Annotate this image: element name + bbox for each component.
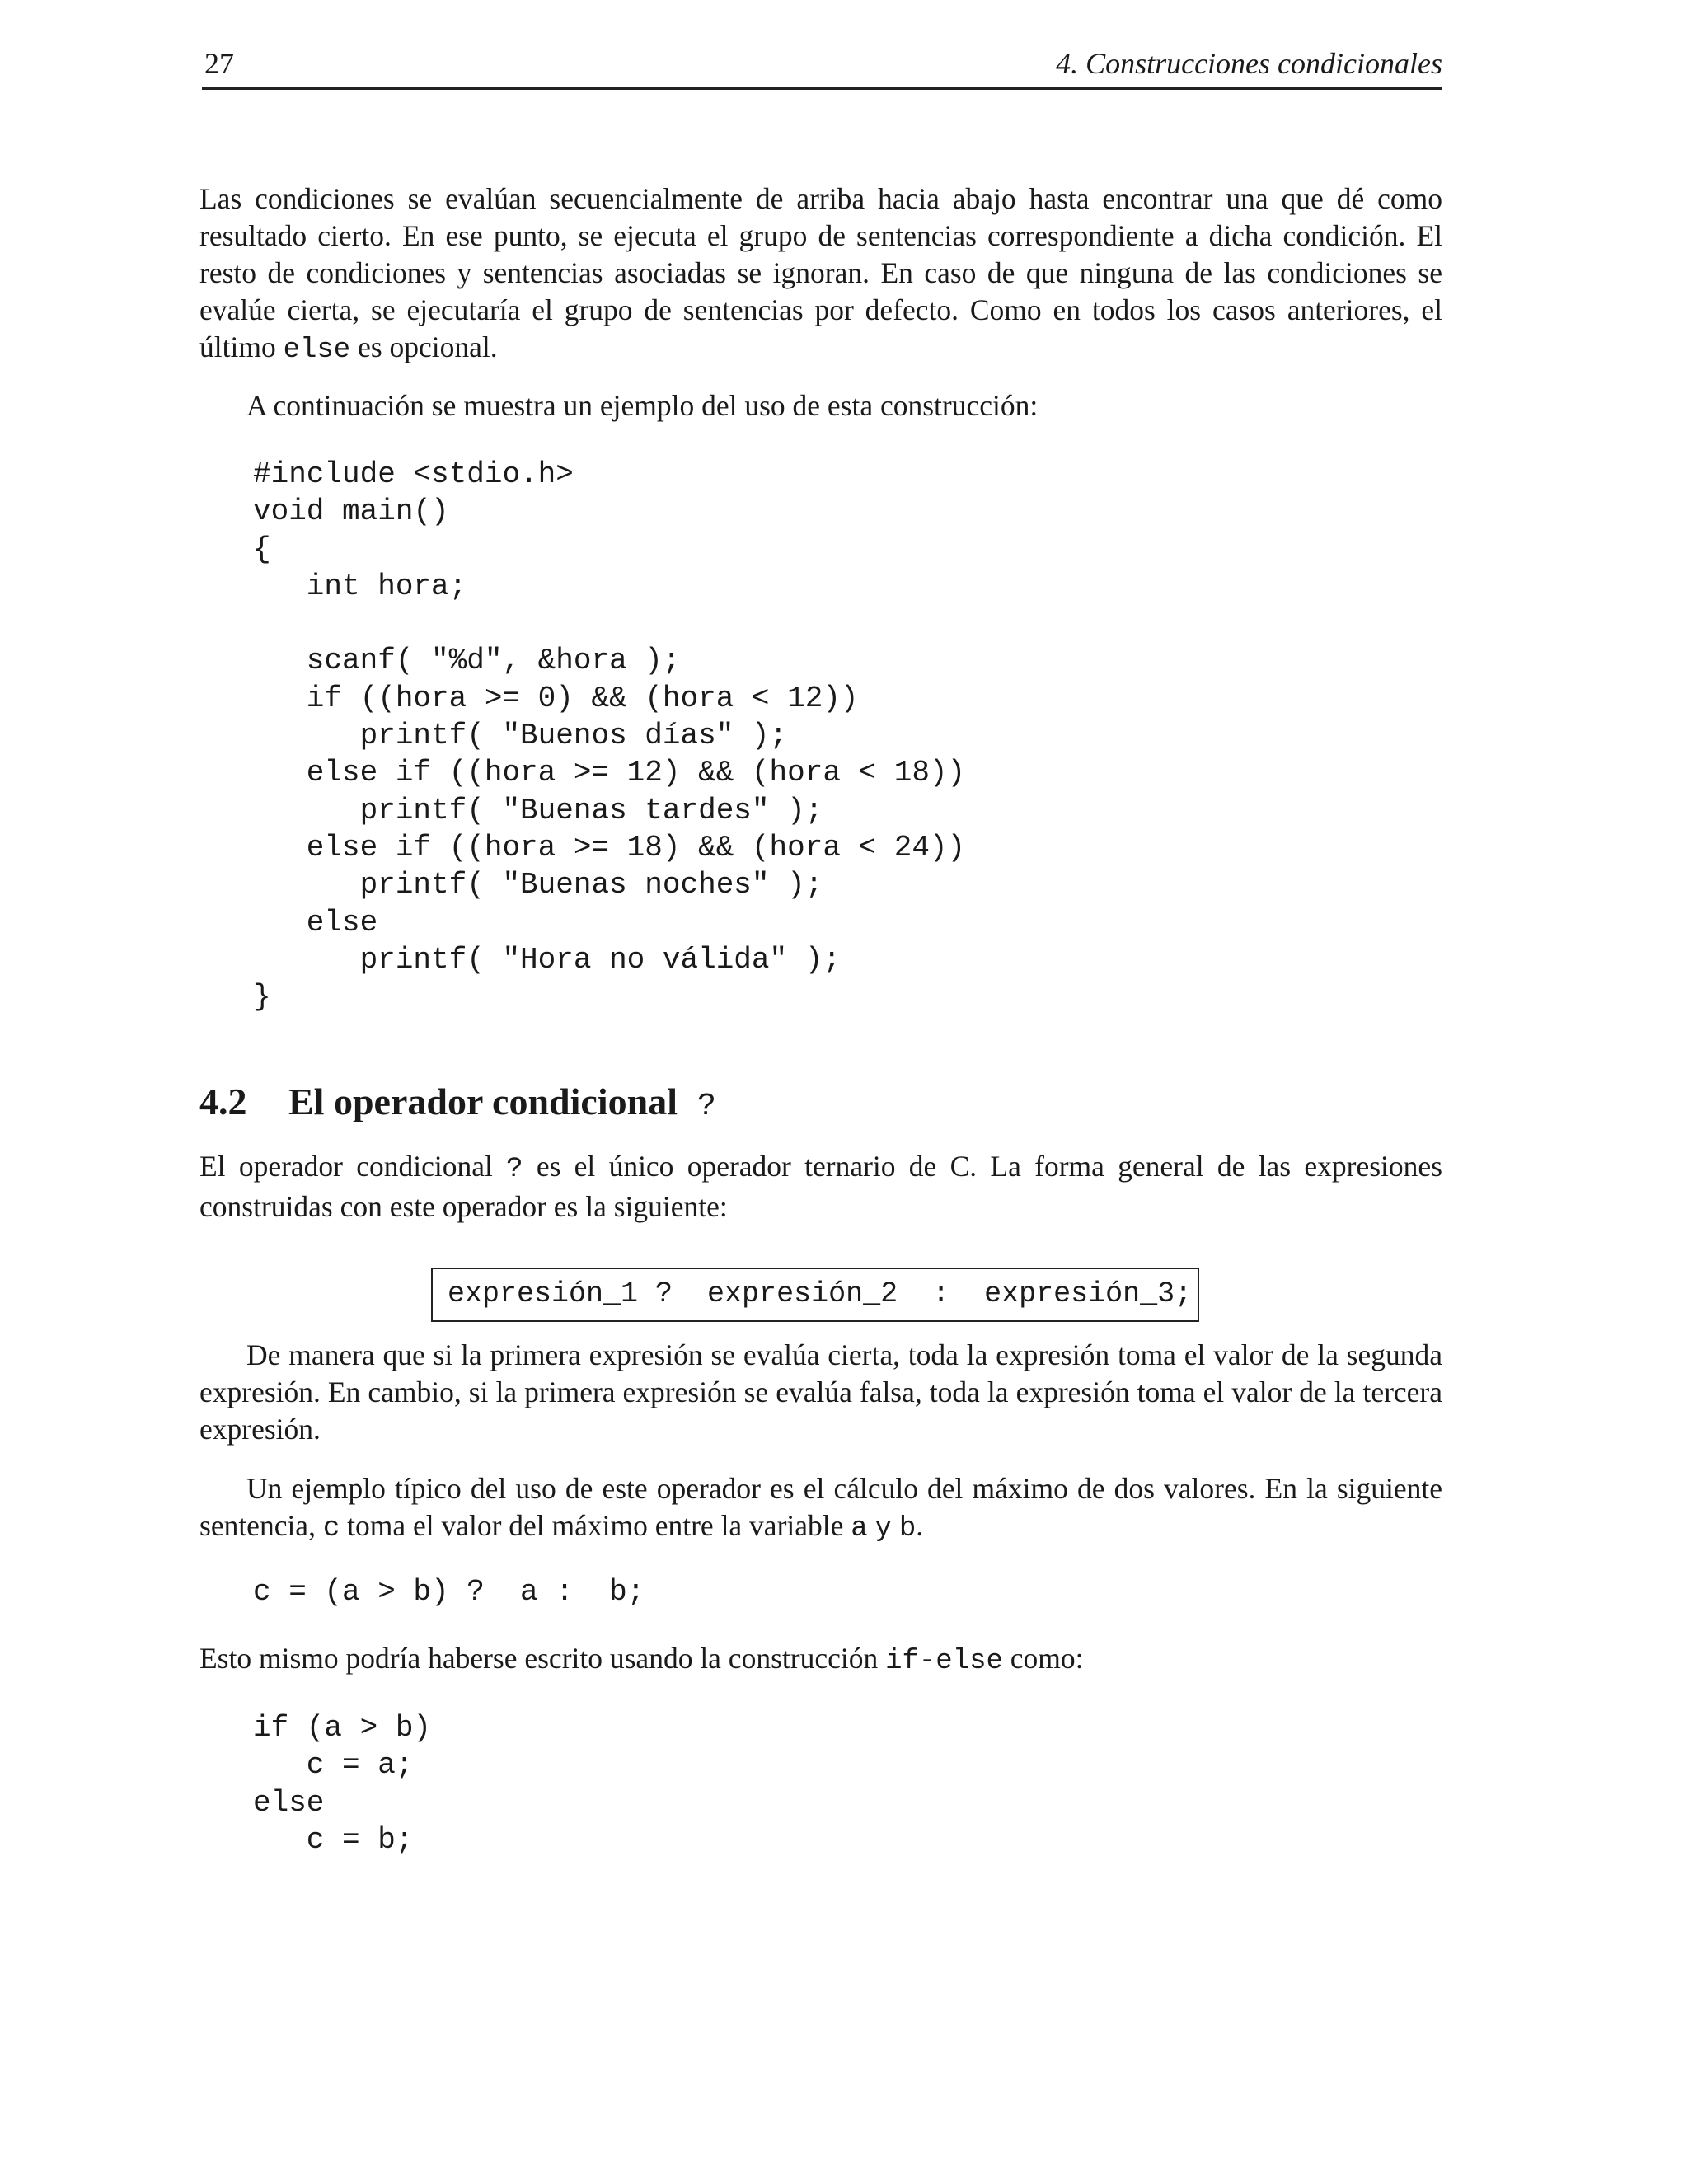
- paragraph-example-intro: A continuación se muestra un ejemplo del uso de esta construcción:: [246, 389, 1039, 422]
- paragraph-max-example: [199, 1470, 1442, 1548]
- code-block-ternary: c = (a > b) ? a : b;: [253, 1575, 645, 1609]
- inline-code-a: a: [851, 1513, 868, 1544]
- paragraph-conditions: [199, 180, 1442, 369]
- section-heading: [199, 1076, 716, 1127]
- inline-code-b: b: [898, 1513, 917, 1544]
- inline-code-if-else: if-else: [885, 1646, 1003, 1677]
- paragraph-text: Esto mismo podría haberse escrito usando la construcción: [199, 1642, 886, 1675]
- paragraph-text: como:: [1002, 1642, 1084, 1675]
- running-header: [202, 45, 1442, 90]
- paragraph-evaluation: De manera que si la primera expresión se evalúa cierta, toda la expresión toma el valor de la segunda expresión. En cambio, si la primera expresión se evalúa falsa, toda la expresión toma el valor de la tercera expresión.: [199, 1338, 1442, 1446]
- paragraph-text: El operador condicional: [199, 1150, 507, 1183]
- paragraph-if-else: [199, 1640, 1442, 1680]
- section-title: El operador condicional: [288, 1080, 678, 1122]
- paragraph-text: .: [916, 1509, 924, 1542]
- paragraph-text: toma el valor del máximo entre la variable: [340, 1509, 851, 1542]
- paragraph-ternary-intro: [199, 1148, 1442, 1226]
- chapter-title: 4. Construcciones condicionales: [1056, 47, 1442, 80]
- paragraph-text: Un ejemplo típico del uso de este operador es el cálculo del máximo de dos valores. En la siguiente sentencia,: [199, 1472, 1442, 1542]
- section-number: 4.2: [199, 1080, 247, 1122]
- inline-code-y: y: [874, 1513, 892, 1544]
- syntax-box: expresión_1 ? expresión_2 : expresión_3;: [431, 1268, 1199, 1322]
- paragraph-text: es opcional.: [350, 330, 498, 363]
- page-number: 27: [204, 47, 234, 80]
- paragraph-text: es el único operador ternario de C. La forma general de las expresiones construidas con este operador es la siguiente:: [199, 1150, 1442, 1223]
- code-block-hora-example: #include <stdio.h> void main() { int hora; scanf( "%d", &hora ); if ((hora >= 0) && (hora < 12)) printf( "Buenos días" ); else if ((hora >= 12) && (hora < 18)) printf( "Buenas tardes" ); else if ((hora >= 18) && (hora < 24)) printf( "Buenas noches" ); else printf( "Hora no válida" ); }: [253, 457, 966, 1015]
- inline-code-question: ?: [506, 1154, 523, 1185]
- section-symbol: ?: [696, 1089, 716, 1124]
- code-block-if-else: if (a > b) c = a; else c = b;: [253, 1711, 432, 1857]
- inline-code-else: else: [283, 335, 351, 366]
- inline-code-c: c: [322, 1513, 340, 1544]
- paragraph-text: Las condiciones se evalúan secuencialmente de arriba hacia abajo hasta encontrar una que dé como resultado cierto. En ese punto, se ejecuta el grupo de sentencias correspondiente a dicha condición. El resto de condiciones y sentencias asociadas se ignoran. En caso de que ninguna de las condiciones se evalúe cierta, se ejecutaría el grupo de sentencias por defecto. Como en todos los casos anteriores, el último: [199, 182, 1442, 363]
